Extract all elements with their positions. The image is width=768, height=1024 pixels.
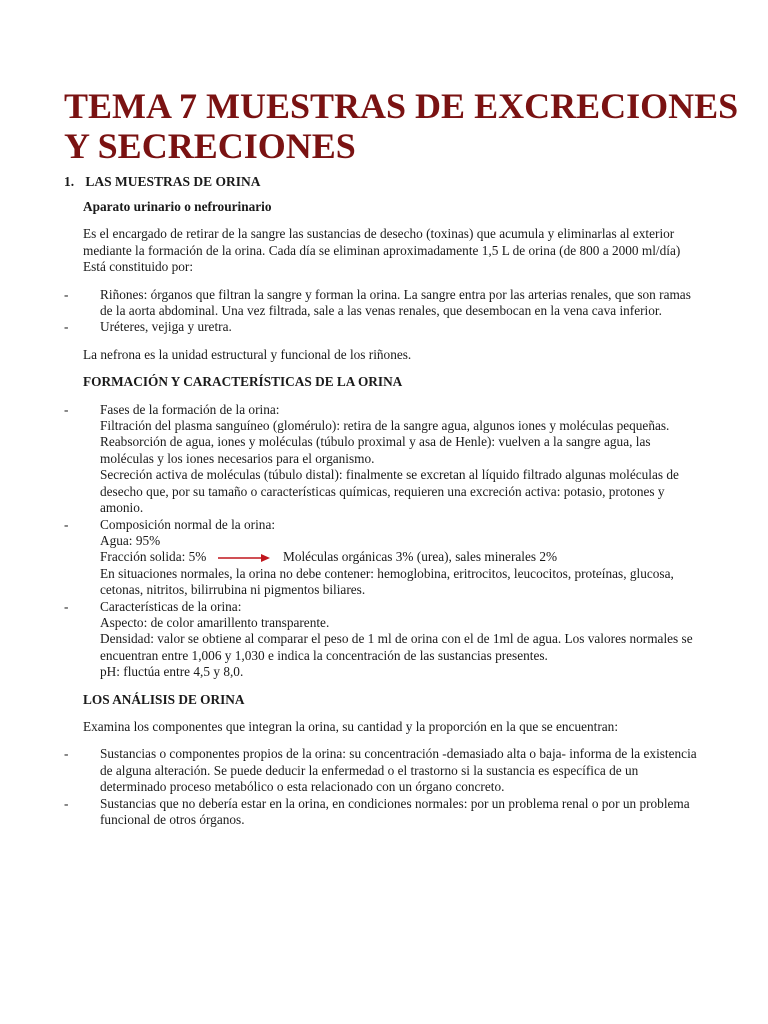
bullet-dash: - <box>64 795 69 811</box>
heading-analisis-orina: LOS ANÁLISIS DE ORINA <box>83 691 245 707</box>
composicion-moleculas: Moléculas orgánicas 3% (urea), sales minerales 2% <box>283 549 558 565</box>
page-title <box>64 86 744 166</box>
list-aparato-componentes <box>64 286 703 336</box>
document-body <box>64 199 703 839</box>
fase-reabsorcion: Reabsorción de agua, iones y moléculas (túbulo proximal y asa de Henle): vuelven a la sangre agua, las moléculas y los iones necesarios para el organismo. <box>100 434 651 466</box>
paragraph-nefrona: La nefrona es la unidad estructural y funcional de los riñones. <box>83 346 412 362</box>
bullet-dash: - <box>64 401 69 417</box>
list-item <box>64 795 703 829</box>
composicion-agua: Agua: 95% <box>100 532 161 548</box>
list-item-composicion <box>64 516 703 599</box>
list-item-caracteristicas <box>64 598 703 681</box>
caracteristica-aspecto: Aspecto: de color amarillento transparente. <box>100 614 330 630</box>
caracteristica-densidad: Densidad: valor se obtiene al comparar el peso de 1 ml de orina con el de 1ml de agua. Los valores normales se encuentran entre 1,006 y 1,030 e indica la concentración de las sustancias presentes. <box>100 631 693 663</box>
paragraph-aparato-intro: Es el encargado de retirar de la sangre las sustancias de desecho (toxinas) que acumula y eliminarlas al exterior mediante la formación de la orina. Cada día se eliminan aproximadamente 1,5 L de orina (de 800 a 2000 ml/día) Está constituido por: <box>83 226 681 275</box>
list-analisis <box>64 746 703 828</box>
title-line-2: Y SECRECIONES <box>64 126 356 166</box>
list-item-fases <box>64 401 703 517</box>
composicion-fraccion-row <box>100 549 703 565</box>
list-item <box>64 319 703 335</box>
composicion-fraccion: Fracción solida: 5% <box>100 549 207 565</box>
bullet-dash: - <box>64 746 69 762</box>
bullet-dash: - <box>64 516 69 532</box>
red-arrow-icon <box>218 553 270 563</box>
list-item-text: Sustancias o componentes propios de la orina: su concentración -demasiado alta o baja- informa de la existencia de alguna alteración. Se puede deducir la enfermedad o el trastorno si la sustancia es específica de un determinado proceso metabólico o esta relacionado con un órgano concreto. <box>100 746 697 795</box>
list-formacion <box>64 401 703 681</box>
list-item <box>64 286 703 320</box>
fase-secrecion: Secreción activa de moléculas (túbulo distal): finalmente se excretan al líquido filtrado algunas moléculas de desecho que, por su tamaño o características químicas, requieren una excreción activa: potasio, protones y amonio. <box>100 467 679 516</box>
heading-formacion-caracteristicas: FORMACIÓN Y CARACTERÍSTICAS DE LA ORINA <box>83 374 403 390</box>
bullet-dash: - <box>64 286 69 302</box>
list-item-text: Uréteres, vejiga y uretra. <box>100 319 232 335</box>
section-number: 1. <box>64 174 75 189</box>
composicion-situaciones: En situaciones normales, la orina no debe contener: hemoglobina, eritrocitos, leucocitos, proteínas, glucosa, cetonas, nitritos, bilirrubina ni pigmentos biliares. <box>100 565 674 598</box>
fase-filtracion: Filtración del plasma sanguíneo (glomérulo): retira de la sangre agua, algunos iones y moléculas pequeñas. <box>100 418 670 434</box>
heading-aparato-urinario: Aparato urinario o nefrourinario <box>83 199 272 214</box>
list-item-text: Sustancias que no debería estar en la orina, en condiciones normales: por un problema renal o por un problema funcional de otros órganos. <box>100 795 690 827</box>
bullet-dash: - <box>64 319 69 335</box>
bullet-dash: - <box>64 598 69 614</box>
caracteristica-ph: pH: fluctúa entre 4,5 y 8,0. <box>100 664 244 680</box>
caracteristicas-label: Características de la orina: <box>100 598 242 614</box>
fases-label: Fases de la formación de la orina: <box>100 401 280 417</box>
title-line-1: TEMA 7 MUESTRAS DE EXCRECIONES <box>64 86 739 126</box>
section-heading-muestras-orina <box>64 173 261 191</box>
section-label: LAS MUESTRAS DE ORINA <box>85 174 261 189</box>
list-item-text: Riñones: órganos que filtran la sangre y forman la orina. La sangre entra por las arterias renales, que son ramas de la aorta abdominal. Una vez filtrada, sale a las venas renales, que desembocan en la vena cava inferior. <box>100 286 691 319</box>
list-item <box>64 746 703 795</box>
paragraph-analisis-intro: Examina los componentes que integran la orina, su cantidad y la proporción en la que se encuentran: <box>83 718 619 734</box>
composicion-label: Composición normal de la orina: <box>100 516 276 532</box>
